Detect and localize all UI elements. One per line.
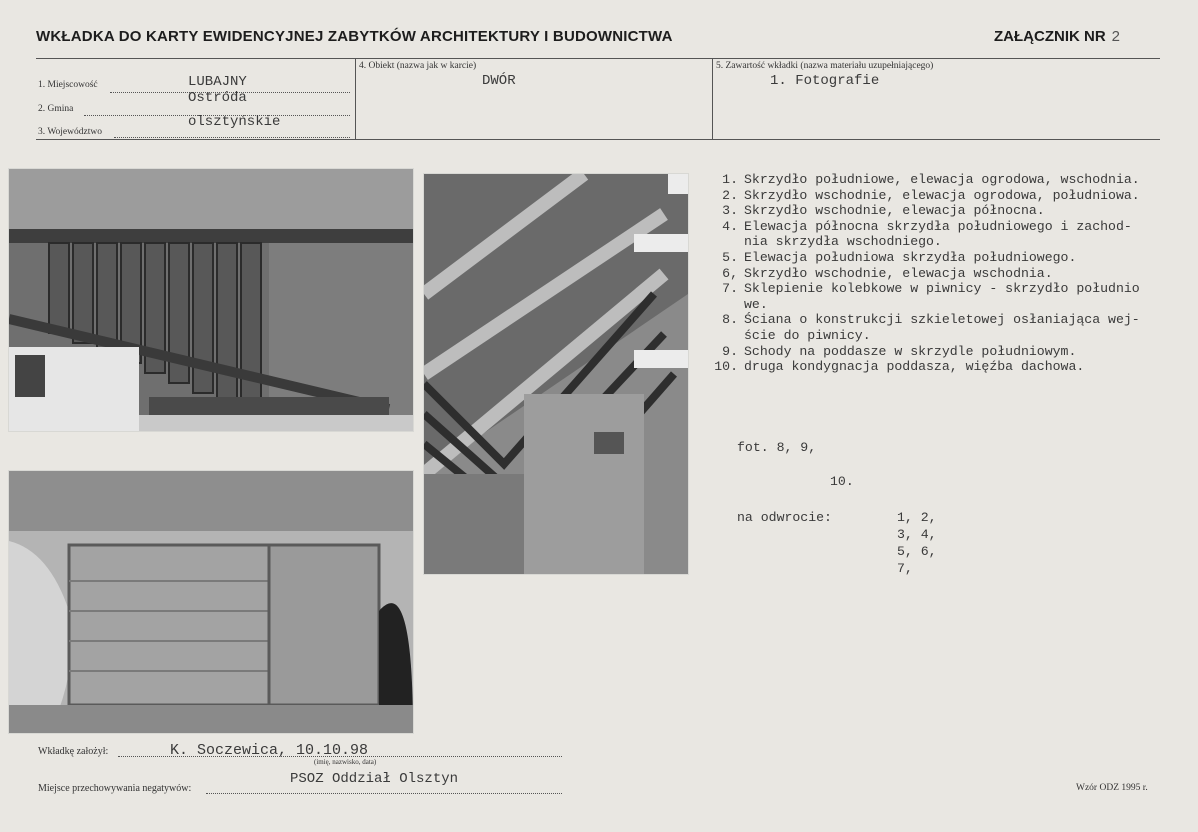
commune-label: 2. Gmina: [38, 104, 74, 114]
caption-number: 1.: [722, 172, 738, 187]
fot-label: fot. 8, 9,: [737, 440, 817, 455]
form-model: Wzór ODZ 1995 r.: [1076, 783, 1148, 793]
caption-number: 7.: [722, 281, 738, 297]
storage-value: PSOZ Oddział Olsztyn: [290, 771, 459, 787]
commune-value: Ostróda: [188, 90, 247, 106]
created-hint: (imię, nazwisko, data): [314, 758, 377, 766]
caption-number: 10.: [714, 359, 738, 375]
annex-label: [994, 28, 1120, 45]
caption-text: Skrzydło wschodnie, elewacja wschodnia.: [744, 265, 1053, 281]
caption-text: Ściana o konstrukcji szkieletowej osłaniająca wej-: [744, 312, 1140, 328]
caption-text: Skrzydło południowe, elewacja ogrodowa, wschodnia.: [744, 172, 1140, 187]
caption-text: Schody na poddasze w skrzydle południowym.: [744, 343, 1077, 359]
storage-dotline: [206, 793, 562, 794]
caption-number: 6,: [722, 265, 738, 281]
reverse-line: 1, 2,: [897, 510, 937, 525]
caption-item: [712, 250, 1140, 266]
photo-roof-truss: [423, 173, 689, 575]
caption-continuation: [712, 234, 1140, 250]
object-value: DWÓR: [482, 73, 516, 89]
reverse-line: 3, 4,: [897, 527, 937, 542]
reverse-line: 7,: [897, 561, 913, 576]
caption-number: 4.: [722, 218, 738, 234]
voivodeship-value: olsztyńskie: [188, 114, 281, 130]
caption-number: 2.: [722, 187, 738, 203]
voivodeship-label: 3. Województwo: [38, 127, 102, 137]
caption-number: 8.: [722, 312, 738, 328]
caption-item: [712, 266, 1140, 282]
caption-text: Elewacja północna skrzydła południowego i zachod-: [744, 218, 1132, 234]
caption-text: Sklepienie kolebkowe w piwnicy - skrzydło południo: [744, 281, 1140, 297]
photo-captions: [712, 172, 1140, 375]
caption-text: druga kondygnacja poddasza, więźba dachowa.: [744, 359, 1085, 375]
storage-label: Miejsce przechowywania negatywów:: [38, 783, 192, 794]
voivodeship-dotline: [114, 137, 350, 138]
caption-item: [712, 312, 1140, 328]
caption-item: [712, 219, 1140, 235]
caption-continuation: [712, 328, 1140, 344]
form-bottom-border: [36, 139, 1160, 140]
created-value: K. Soczewica, 10.10.98: [170, 742, 369, 759]
caption-text: we.: [744, 296, 768, 312]
object-label: 4. Obiekt (nazwa jak w karcie): [359, 61, 477, 71]
form-divider-1: [355, 58, 356, 140]
reverse-line: 5, 6,: [897, 544, 937, 559]
document-title: WKŁADKA DO KARTY EWIDENCYJNEJ ZABYTKÓW ARCHITEKTURY I BUDOWNICTWA: [36, 28, 673, 45]
caption-item: [712, 344, 1140, 360]
locality-value: LUBAJNY: [188, 74, 247, 90]
caption-text: ście do piwnicy.: [744, 327, 871, 343]
caption-item: [712, 359, 1140, 375]
locality-label: 1. Miejscowość: [38, 80, 98, 90]
caption-number: 5.: [722, 249, 738, 265]
caption-text: nia skrzydła wschodniego.: [744, 234, 942, 250]
caption-item: [712, 203, 1140, 219]
caption-text: Skrzydło wschodnie, elewacja ogrodowa, południowa.: [744, 187, 1140, 203]
caption-number: 9.: [722, 343, 738, 359]
form-divider-2: [712, 58, 713, 140]
created-label: Wkładkę założył:: [38, 746, 109, 757]
caption-item: [712, 188, 1140, 204]
form-top-border: [36, 58, 1160, 59]
contents-label: 5. Zawartość wkładki (nazwa materiału uzupełniającego): [716, 61, 934, 71]
caption-number: 3.: [722, 203, 738, 219]
contents-value: 1. Fotografie: [770, 73, 880, 89]
reverse-label: na odwrocie:: [737, 510, 832, 525]
photo-vaulted-cellar: [8, 470, 414, 734]
annex-text: ZAŁĄCZNIK NR: [994, 28, 1106, 45]
caption-item: [712, 172, 1140, 188]
caption-item: [712, 281, 1140, 297]
fot-second: 10.: [830, 474, 854, 489]
annex-number: 2: [1111, 28, 1120, 45]
caption-text: Skrzydło wschodnie, elewacja północna.: [744, 203, 1045, 219]
photo-stairs: [8, 168, 414, 432]
caption-continuation: [712, 297, 1140, 313]
caption-text: Elewacja południowa skrzydła południowego.: [744, 249, 1077, 265]
